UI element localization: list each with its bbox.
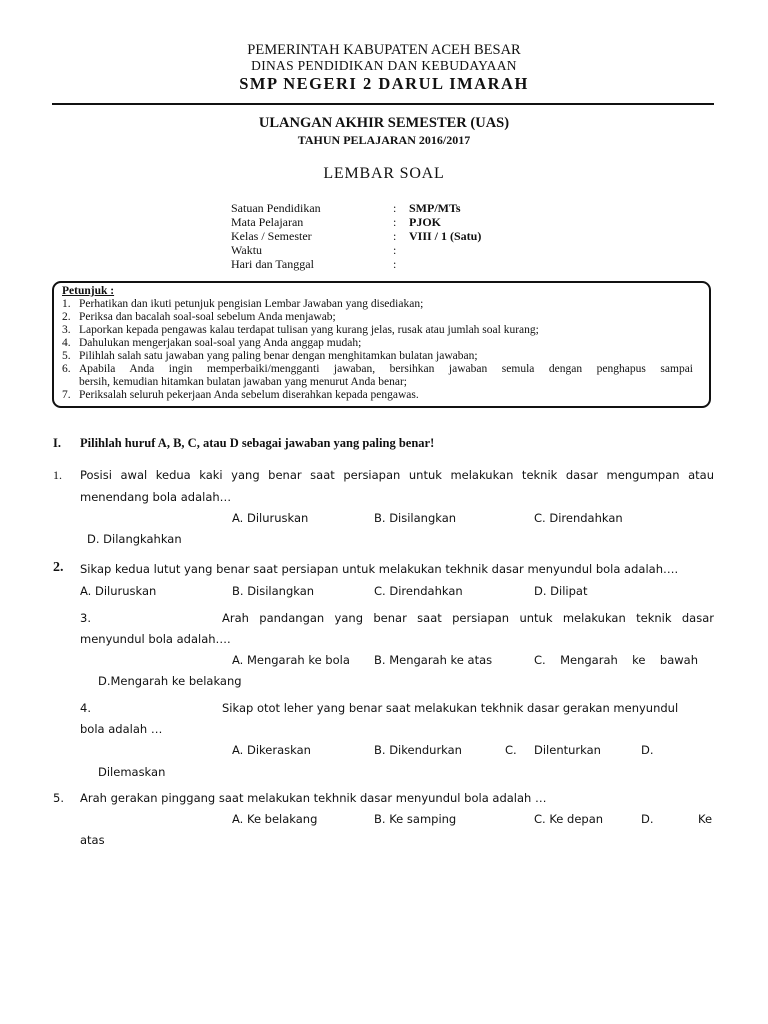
info-sep: : bbox=[393, 229, 397, 243]
instruction-number: 4. bbox=[62, 337, 71, 349]
section-title: Pilihlah huruf A, B, C, atau D sebagai jawaban yang paling benar! bbox=[80, 436, 435, 450]
question-number: 1. bbox=[53, 468, 62, 482]
option-d-continued: atas bbox=[80, 833, 105, 847]
instruction-text: Perhatikan dan ikuti petunjuk pengisian Lembar Jawaban yang disediakan; bbox=[79, 298, 424, 310]
question-text: Arah pandangan yang benar saat persiapan untuk melakukan teknik dasar bbox=[222, 611, 714, 625]
option-d: D.Mengarah ke belakang bbox=[98, 674, 242, 688]
info-value: PJOK bbox=[409, 215, 441, 229]
option-b: B. Dikendurkan bbox=[374, 743, 462, 757]
exam-year: TAHUN PELAJARAN 2016/2017 bbox=[297, 133, 471, 147]
instruction-text-continued: bersih, kemudian hitamkan bulatan jawaban yang menurut Anda benar; bbox=[79, 376, 407, 388]
option-a: A. Mengarah ke bola bbox=[232, 653, 350, 667]
question-text: Posisi awal kedua kaki yang benar saat persiapan untuk melakukan teknik dasar mengumpan atau bbox=[80, 468, 714, 482]
instructions-title: Petunjuk : bbox=[62, 285, 115, 297]
option-b: B. Disilangkan bbox=[374, 511, 457, 525]
info-label: Waktu bbox=[231, 243, 263, 257]
question-text-continued: bola adalah … bbox=[80, 722, 163, 736]
instruction-number: 2. bbox=[62, 311, 71, 323]
question-number: 3. bbox=[80, 611, 91, 625]
info-sep: : bbox=[393, 215, 397, 229]
option-d: D. Dilipat bbox=[534, 584, 588, 598]
info-label: Kelas / Semester bbox=[231, 229, 312, 243]
option-d: D. Dilangkahkan bbox=[87, 532, 182, 546]
instruction-number: 7. bbox=[62, 389, 71, 401]
question-number: 5. bbox=[53, 791, 64, 805]
question-number: 2. bbox=[53, 560, 64, 575]
instruction-text: Apabila Anda ingin memperbaiki/mengganti jawaban, bersihkan jawaban semula dengan penghapus sampai bbox=[79, 363, 693, 375]
option-a: A. Diluruskan bbox=[80, 584, 157, 598]
question-text-continued: menyundul bola adalah…. bbox=[80, 632, 231, 646]
option-c-letter: C. bbox=[505, 743, 517, 757]
option-c: C. Mengarah ke bawah bbox=[534, 653, 698, 667]
instruction-number: 1. bbox=[62, 298, 71, 310]
page-title: LEMBAR SOAL bbox=[323, 165, 445, 182]
option-c: C. Direndahkan bbox=[534, 511, 623, 525]
question-text-continued: menendang bola adalah… bbox=[80, 490, 232, 504]
option-d: Dilemaskan bbox=[98, 765, 166, 779]
question-text: Sikap otot leher yang benar saat melakukan tekhnik dasar gerakan menyundul bbox=[222, 701, 679, 715]
instruction-text: Periksa dan bacalah soal-soal sebelum Anda menjawab; bbox=[79, 311, 336, 323]
exam-title: ULANGAN AKHIR SEMESTER (UAS) bbox=[258, 115, 510, 131]
instruction-text: Dahulukan mengerjakan soal-soal yang Anda anggap mudah; bbox=[79, 337, 362, 349]
question-number: 4. bbox=[80, 701, 91, 715]
option-b: B. Disilangkan bbox=[232, 584, 315, 598]
option-a: A. Dikeraskan bbox=[232, 743, 311, 757]
instruction-text: Periksalah seluruh pekerjaan Anda sebelum diserahkan kepada pengawas. bbox=[79, 389, 419, 401]
option-c: C. Direndahkan bbox=[374, 584, 463, 598]
option-c: Dilenturkan bbox=[534, 743, 601, 757]
option-b: B. Mengarah ke atas bbox=[374, 653, 493, 667]
info-label: Hari dan Tanggal bbox=[231, 257, 314, 271]
header-school: SMP NEGERI 2 DARUL IMARAH bbox=[239, 74, 529, 93]
info-value: VIII / 1 (Satu) bbox=[409, 229, 482, 243]
option-d-letter: D. bbox=[641, 743, 654, 757]
option-d-letter: D. bbox=[641, 812, 654, 826]
header-government: PEMERINTAH KABUPATEN ACEH BESAR bbox=[247, 42, 521, 58]
instruction-text: Laporkan kepada pengawas kalau terdapat tulisan yang kurang jelas, rusak atau jumlah soal kurang; bbox=[79, 324, 539, 336]
instruction-number: 3. bbox=[62, 324, 71, 336]
info-sep: : bbox=[393, 201, 397, 215]
info-label: Mata Pelajaran bbox=[231, 215, 304, 229]
option-c: C. Ke depan bbox=[534, 812, 604, 826]
option-b: B. Ke samping bbox=[374, 812, 457, 826]
option-a: A. Ke belakang bbox=[232, 812, 318, 826]
question-text: Sikap kedua lutut yang benar saat persiapan untuk melakukan tekhnik dasar menyundul bola adalah…. bbox=[80, 562, 679, 576]
header-department: DINAS PENDIDIKAN DAN KEBUDAYAAN bbox=[251, 58, 517, 73]
info-value: SMP/MTs bbox=[409, 201, 461, 215]
instruction-text: Pilihlah salah satu jawaban yang paling benar dengan menghitamkan bulatan jawaban; bbox=[79, 350, 478, 362]
instruction-number: 6. bbox=[62, 363, 71, 375]
header-divider bbox=[52, 103, 714, 105]
option-a: A. Diluruskan bbox=[232, 511, 309, 525]
section-number: I. bbox=[53, 436, 61, 450]
option-d: Ke bbox=[698, 812, 713, 826]
info-sep: : bbox=[393, 257, 397, 271]
instruction-number: 5. bbox=[62, 350, 71, 362]
info-label: Satuan Pendidikan bbox=[231, 201, 321, 215]
question-text: Arah gerakan pinggang saat melakukan tekhnik dasar menyundul bola adalah … bbox=[80, 791, 547, 805]
info-sep: : bbox=[393, 243, 397, 257]
